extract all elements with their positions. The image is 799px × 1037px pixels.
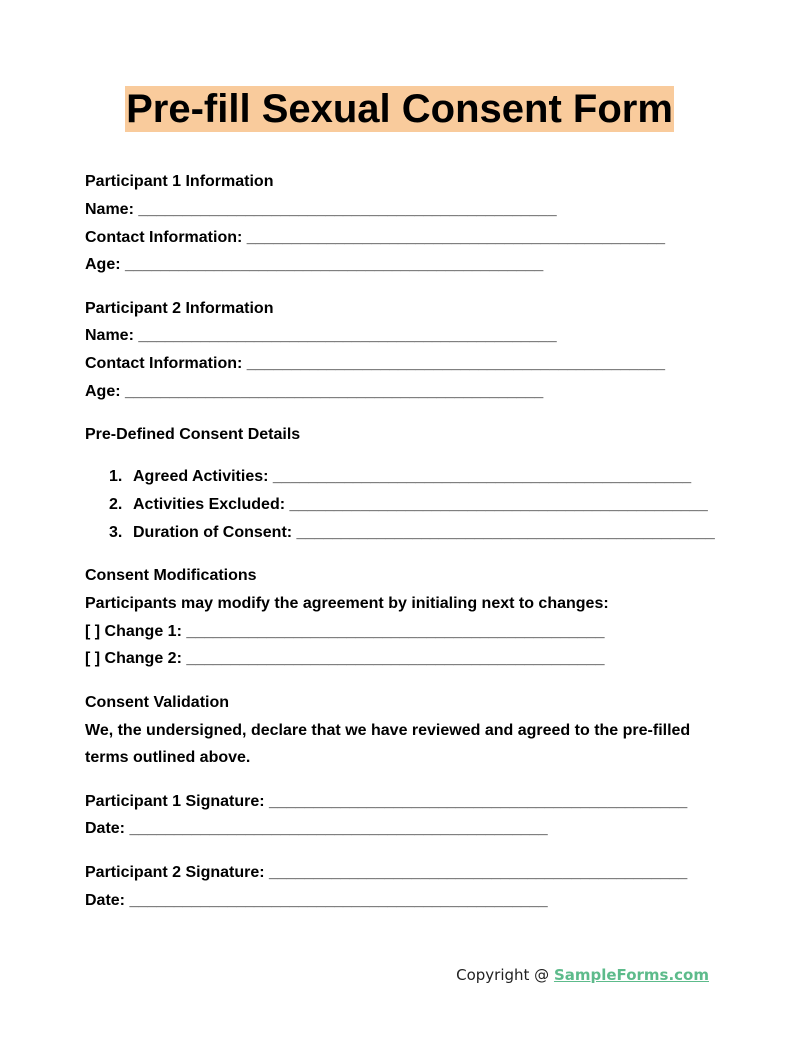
participant1-age-field[interactable]: _______________________________________________ xyxy=(125,256,544,274)
p2-date-field[interactable]: _______________________________________________ xyxy=(129,891,548,909)
participant1-contact-field[interactable]: _______________________________________________ xyxy=(246,228,666,246)
section-spacer xyxy=(85,406,725,422)
activities-excluded-field[interactable]: _______________________________________________ xyxy=(289,495,708,513)
p1-signature-row xyxy=(85,788,725,816)
section-spacer xyxy=(85,279,725,295)
p1-signature-field[interactable]: _______________________________________________ xyxy=(269,792,688,810)
details-item-duration xyxy=(85,519,725,547)
participant1-age-label: Age: xyxy=(85,256,121,274)
details-item-number: 1. xyxy=(109,468,123,486)
details-item-number: 2. xyxy=(109,495,123,513)
participant1-name-row xyxy=(85,196,725,224)
form-content xyxy=(85,168,725,914)
participant1-heading: Participant 1 Information xyxy=(85,173,274,190)
list-spacer xyxy=(85,449,725,463)
participant2-name-label: Name: xyxy=(85,327,134,345)
participant1-age-row xyxy=(85,251,725,279)
copyright-text: Copyright @ xyxy=(456,966,554,984)
p2-date-row xyxy=(85,887,725,915)
change2-row xyxy=(85,645,725,673)
participant1-contact-row xyxy=(85,224,725,252)
document-title: Pre-fill Sexual Consent Form xyxy=(126,87,673,131)
p2-signature-field[interactable]: _______________________________________________ xyxy=(269,863,688,881)
p1-signature-label: Participant 1 Signature: xyxy=(85,792,265,810)
p2-signature-label: Participant 2 Signature: xyxy=(85,863,265,881)
title-container xyxy=(0,86,799,132)
footer-copyright xyxy=(456,966,709,984)
section-spacer xyxy=(85,772,725,788)
change1-label[interactable]: [ ] Change 1: xyxy=(85,622,182,640)
section-spacer xyxy=(85,673,725,689)
modifications-heading: Consent Modifications xyxy=(85,567,257,585)
participant2-contact-field[interactable]: _______________________________________________ xyxy=(246,355,666,373)
details-item-agreed-activities xyxy=(85,463,725,491)
modifications-intro: Participants may modify the agreement by initialing next to changes: xyxy=(85,594,609,612)
participant2-age-field[interactable]: _______________________________________________ xyxy=(125,383,544,401)
details-item-label: Agreed Activities: xyxy=(133,468,269,486)
details-heading: Pre-Defined Consent Details xyxy=(85,426,301,444)
details-item-number: 3. xyxy=(109,523,123,541)
details-item-label: Activities Excluded: xyxy=(133,495,286,513)
agreed-activities-field[interactable]: _______________________________________________ xyxy=(272,468,692,486)
change2-label[interactable]: [ ] Change 2: xyxy=(85,650,182,668)
p1-date-label: Date: xyxy=(85,820,126,838)
section-spacer xyxy=(85,843,725,859)
participant2-name-field[interactable]: _______________________________________________ xyxy=(138,327,557,345)
participant2-contact-row xyxy=(85,350,725,378)
validation-heading: Consent Validation xyxy=(85,693,230,711)
section-spacer xyxy=(85,547,725,563)
change1-field[interactable]: _______________________________________________ xyxy=(186,622,605,640)
participant2-age-row xyxy=(85,378,725,406)
p2-signature-row xyxy=(85,859,725,887)
details-list xyxy=(85,463,725,546)
validation-statement: We, the undersigned, declare that we have reviewed and agreed to the pre-filled terms outlined above. xyxy=(85,721,691,767)
details-item-label: Duration of Consent: xyxy=(133,523,293,541)
p1-date-row xyxy=(85,815,725,843)
p1-date-field[interactable]: _______________________________________________ xyxy=(129,820,548,838)
details-item-activities-excluded xyxy=(85,491,725,519)
participant1-name-field[interactable]: _______________________________________________ xyxy=(138,200,557,218)
participant1-name-label: Name: xyxy=(85,200,134,218)
change1-row xyxy=(85,618,725,646)
participant2-contact-label: Contact Information: xyxy=(85,355,243,373)
change2-field[interactable]: _______________________________________________ xyxy=(186,650,605,668)
participant1-contact-label: Contact Information: xyxy=(85,228,243,246)
participant2-age-label: Age: xyxy=(85,383,121,401)
participant2-heading: Participant 2 Information xyxy=(85,299,274,317)
p2-date-label: Date: xyxy=(85,891,126,909)
participant2-name-row xyxy=(85,322,725,350)
sampleforms-link[interactable]: SampleForms.com xyxy=(553,966,709,984)
duration-field[interactable]: _______________________________________________ xyxy=(296,523,715,541)
